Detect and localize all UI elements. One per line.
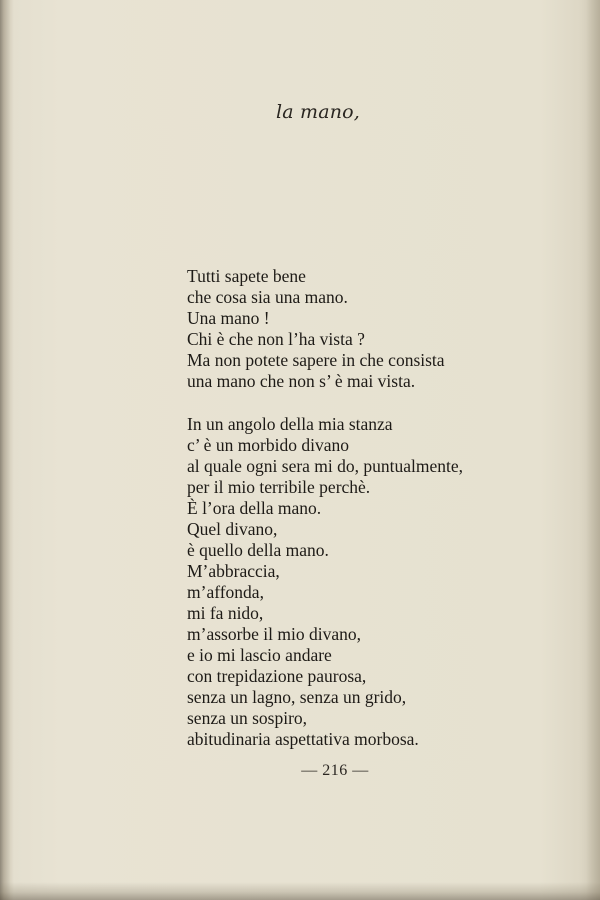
stanza (187, 414, 587, 750)
poem-line: è quello della mano. (187, 540, 329, 560)
stanza (187, 266, 587, 392)
poem-line: senza un lagno, senza un grido, (187, 687, 407, 707)
poem-line: M’abbraccia, (187, 561, 280, 581)
poem-line: che cosa sia una mano. (187, 287, 348, 307)
poem-line: mi fa nido, (187, 603, 264, 623)
poem-line: con trepidazione paurosa, (187, 666, 367, 686)
poem-line: al quale ogni sera mi do, puntualmente, (187, 456, 464, 476)
poem-line: Ma non potete sapere in che consista (187, 350, 445, 370)
poem-line: per il mio terribile perchè. (187, 477, 371, 497)
poem-line: È l’ora della mano. (187, 498, 322, 518)
poem-line: Quel divano, (187, 519, 278, 539)
poem-line: abitudinaria aspettativa morbosa. (187, 729, 419, 749)
running-head: la mano, (275, 101, 361, 123)
page-edge-bottom (0, 882, 600, 900)
poem-line: m’assorbe il mio divano, (187, 624, 362, 644)
poem-line: Chi è che non l’ha vista ? (187, 329, 365, 349)
poem-line: In un angolo della mia stanza (187, 414, 393, 434)
poem-line: Una mano ! (187, 308, 270, 328)
poem-line: Tutti sapete bene (187, 266, 306, 286)
poem-line: m’affonda, (187, 582, 264, 602)
poem-line: senza un sospiro, (187, 708, 308, 728)
poem-line: una mano che non s’ è mai vista. (187, 371, 416, 391)
poem-line: e io mi lascio andare (187, 645, 332, 665)
poem-line: c’ è un morbido divano (187, 435, 349, 455)
page-number: — 216 — (301, 762, 369, 779)
poem-body (187, 266, 587, 750)
